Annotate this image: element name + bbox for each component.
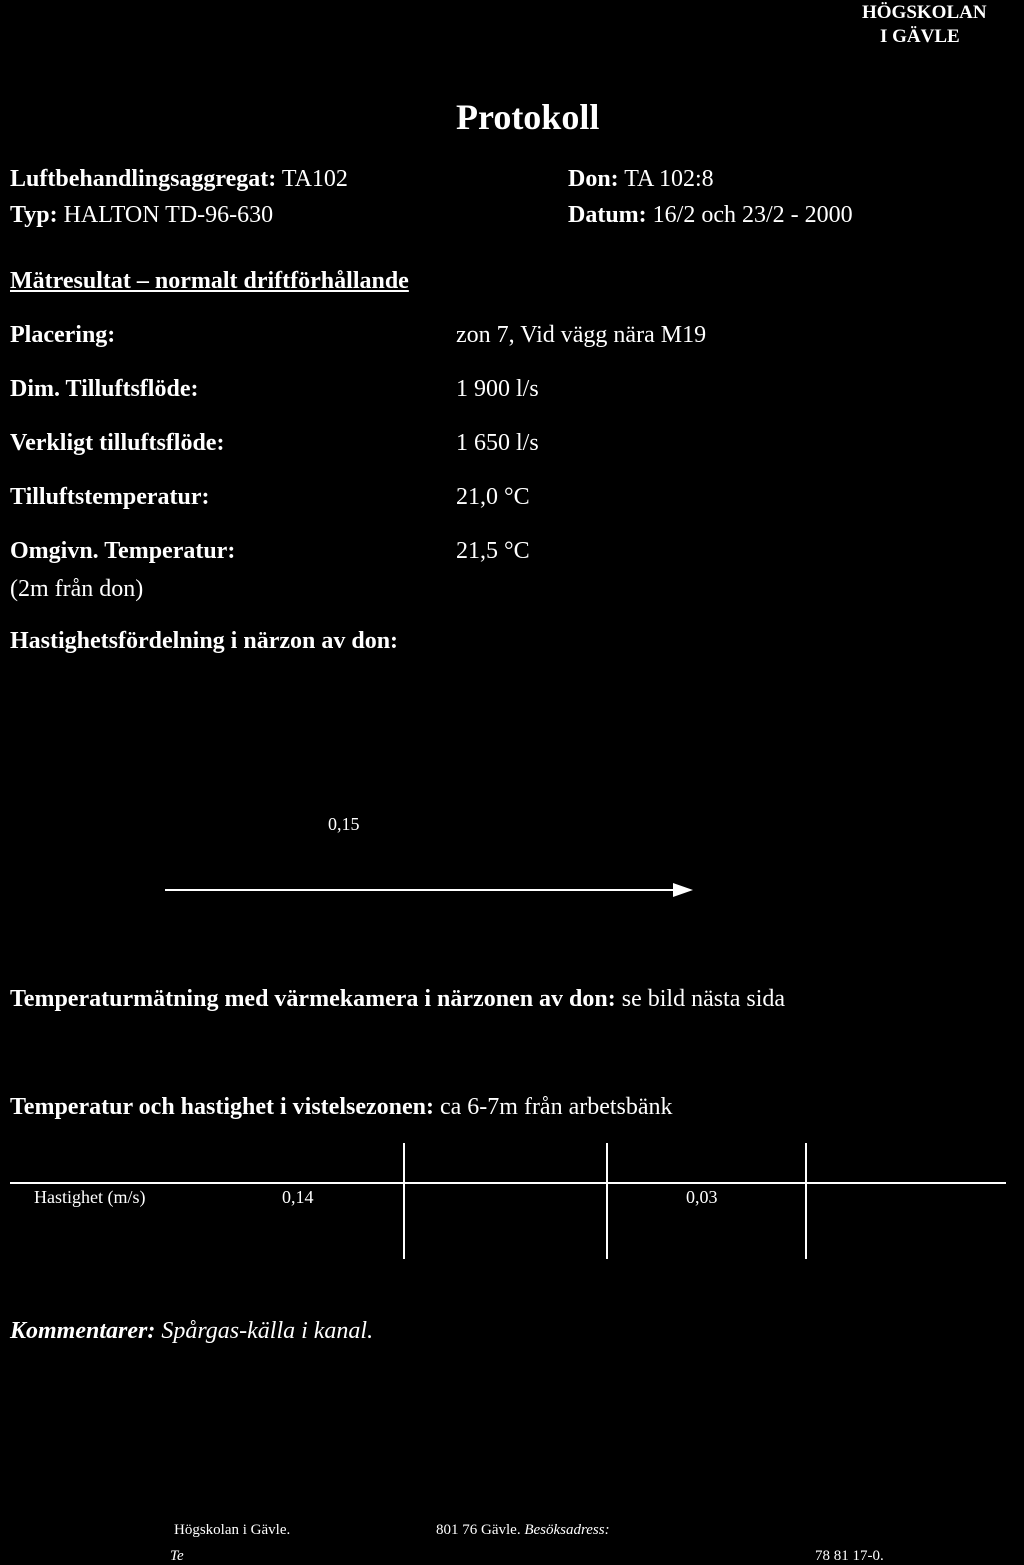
table-divider-3 xyxy=(805,1143,807,1259)
ambient-temp-value: 21,5 °C xyxy=(456,538,530,564)
unit-line xyxy=(10,166,348,193)
table-top-rule xyxy=(10,1182,1006,1184)
don-value: TA 102:8 xyxy=(624,166,714,192)
type-value: HALTON TD-96-630 xyxy=(63,202,274,228)
institution-line2: I GÄVLE xyxy=(880,26,960,47)
unit-label: Luftbehandlingsaggregat: xyxy=(10,166,277,192)
comments-text: Spårgas-källa i kanal. xyxy=(161,1318,374,1344)
occupied-zone-line xyxy=(10,1094,673,1121)
velocity-cell-2: 0,03 xyxy=(686,1187,718,1207)
dim-flow-value: 1 900 l/s xyxy=(456,376,539,402)
thermal-camera-line xyxy=(10,986,785,1013)
actual-flow-value: 1 650 l/s xyxy=(456,430,539,456)
footer-address: 801 76 Gävle. xyxy=(436,1522,521,1538)
footer-tel-label: Te xyxy=(170,1548,184,1564)
unit-value: TA102 xyxy=(281,166,348,192)
ambient-temp-note: (2m från don) xyxy=(10,576,144,602)
institution-line1: HÖGSKOLAN xyxy=(862,2,987,23)
footer-visit-label: Besöksadress: xyxy=(524,1522,610,1538)
don-label: Don: xyxy=(568,166,619,192)
supply-temp-value: 21,0 °C xyxy=(456,484,530,510)
type-line xyxy=(10,202,273,229)
section-heading: Mätresultat – normalt driftförhållande xyxy=(10,268,409,294)
page-title: Protokoll xyxy=(456,97,600,137)
actual-flow-label: Verkligt tilluftsflöde: xyxy=(10,430,225,456)
date-line xyxy=(568,202,853,229)
velocity-value: 0,15 xyxy=(328,814,360,834)
comments-label: Kommentarer: xyxy=(10,1318,156,1344)
placement-value: zon 7, Vid vägg nära M19 xyxy=(456,322,707,348)
thermal-camera-label: Temperaturmätning med värmekamera i närzonen av don: xyxy=(10,986,616,1012)
supply-temp-label: Tilluftstemperatur: xyxy=(10,484,210,510)
footer-phone: 78 81 17-0. xyxy=(815,1548,884,1564)
footer-address-line xyxy=(436,1522,610,1539)
placement-label: Placering: xyxy=(10,322,116,348)
table-divider-1 xyxy=(403,1143,405,1259)
date-label: Datum: xyxy=(568,202,647,228)
velocity-heading: Hastighetsfördelning i närzon av don: xyxy=(10,628,399,654)
airflow-arrow-icon xyxy=(165,880,695,900)
date-value: 16/2 och 23/2 - 2000 xyxy=(652,202,853,228)
don-line xyxy=(568,166,714,193)
footer-org: Högskolan i Gävle. xyxy=(174,1522,291,1538)
velocity-row-label: Hastighet (m/s) xyxy=(34,1187,146,1207)
occupied-zone-value: ca 6-7m från arbetsbänk xyxy=(439,1094,673,1120)
table-divider-2 xyxy=(606,1143,608,1259)
velocity-cell-1: 0,14 xyxy=(282,1187,314,1207)
type-label: Typ: xyxy=(10,202,58,228)
dim-flow-label: Dim. Tilluftsflöde: xyxy=(10,376,199,402)
comments-line xyxy=(10,1318,373,1345)
occupied-zone-label: Temperatur och hastighet i vistelsezonen: xyxy=(10,1094,434,1120)
ambient-temp-label: Omgivn. Temperatur: xyxy=(10,538,236,564)
thermal-camera-value: se bild nästa sida xyxy=(621,986,786,1012)
